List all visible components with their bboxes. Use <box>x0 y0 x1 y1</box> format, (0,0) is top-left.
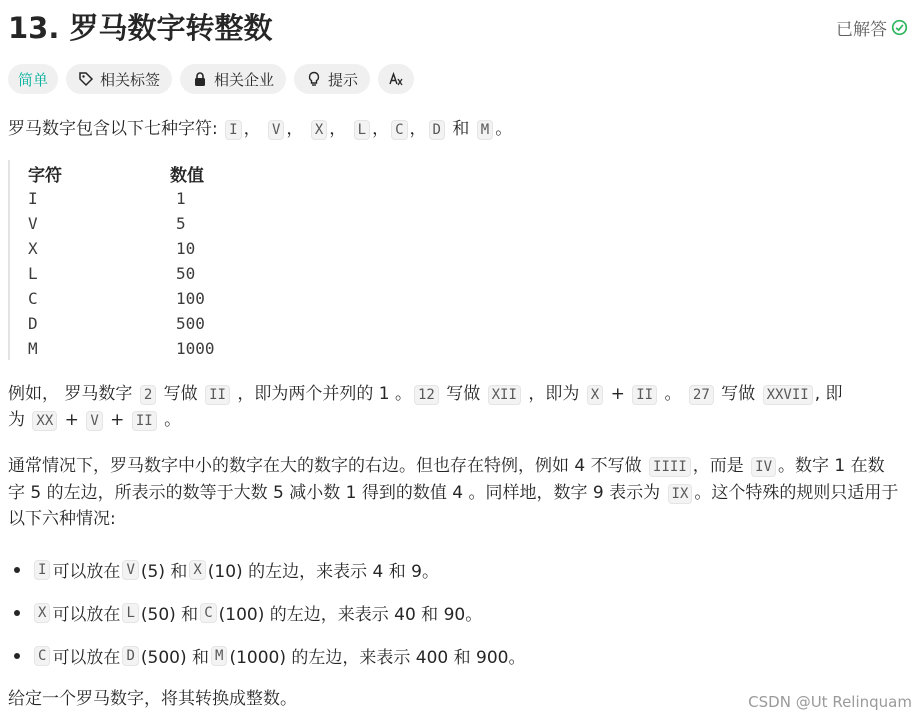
intro-text: 罗马数字包含以下七种字符: <box>8 119 224 139</box>
difficulty-label: 简单 <box>18 70 49 89</box>
check-circle-icon <box>891 19 908 36</box>
code: II <box>205 385 230 405</box>
code: II <box>132 411 157 431</box>
text: + <box>59 410 85 430</box>
code: 2 <box>140 385 156 405</box>
text: 。这个特殊的规则只适用于 <box>694 483 899 503</box>
sep: ， <box>286 119 309 139</box>
text: + <box>605 384 631 404</box>
sep: ， <box>329 119 352 139</box>
cell-symbol: L <box>28 264 38 283</box>
code: C <box>34 646 50 666</box>
header-symbol: 字符 <box>28 165 62 186</box>
cell-symbol: V <box>28 214 38 233</box>
code: XXVII <box>763 385 813 405</box>
cell-symbol: C <box>28 289 38 308</box>
code: D <box>122 646 138 666</box>
code: IIII <box>649 457 691 477</box>
example-paragraph-cont <box>8 407 181 435</box>
code-L: L <box>354 120 370 140</box>
lock-icon <box>192 71 208 87</box>
code: II <box>632 385 657 405</box>
cell-value: 100 <box>176 289 205 308</box>
translate-button[interactable] <box>378 64 414 94</box>
code: IV <box>751 457 776 477</box>
table-row <box>28 236 215 261</box>
table-row <box>28 211 215 236</box>
code-X: X <box>311 120 327 140</box>
text: 。 <box>659 384 687 404</box>
text: 字 5 的左边，所表示的数等于大数 5 减小数 1 得到的数值 4 。同样地，数字 9 表示为 <box>8 483 666 503</box>
table-row <box>28 186 215 211</box>
code: C <box>200 603 216 623</box>
hint-button[interactable] <box>294 64 370 94</box>
rules-line-2 <box>8 480 898 508</box>
closing-paragraph: 给定一个罗马数字，将其转换成整数。 <box>8 689 297 709</box>
code: V <box>122 560 138 580</box>
related-tags-button[interactable] <box>66 64 172 94</box>
cell-value: 1000 <box>176 339 215 358</box>
text: 。 <box>158 410 182 430</box>
bullet-dot <box>14 653 20 659</box>
list-item <box>8 591 525 634</box>
sep: 和 <box>446 119 475 139</box>
table-row <box>28 311 215 336</box>
text: (10) 的左边，来表示 4 和 9。 <box>207 562 439 582</box>
code: X <box>34 603 50 623</box>
cell-symbol: I <box>28 189 38 208</box>
text: 写做 <box>715 384 761 404</box>
code-I: I <box>225 120 241 140</box>
text: 为 <box>8 410 31 430</box>
watermark: CSDN @Ut Relinquam <box>748 693 912 711</box>
code-C: C <box>391 120 407 140</box>
intro-paragraph <box>8 116 512 144</box>
tag-icon <box>78 71 94 87</box>
rule-list <box>8 548 525 677</box>
sep: ， <box>372 119 390 139</box>
related-tags-label: 相关标签 <box>100 70 161 89</box>
text: + <box>104 410 130 430</box>
text: 写做 <box>158 384 204 404</box>
rules-line-1 <box>8 453 885 481</box>
code: I <box>34 560 50 580</box>
cell-value: 10 <box>176 239 196 258</box>
text: 。数字 1 在数 <box>778 456 885 476</box>
text: (100) 的左边，来表示 40 和 90。 <box>218 605 483 625</box>
cell-value: 50 <box>176 264 196 283</box>
header-value: 数值 <box>170 165 204 186</box>
text: 可以放在 <box>52 648 121 668</box>
code: M <box>211 646 227 666</box>
translate-icon <box>388 71 404 87</box>
related-companies-label: 相关企业 <box>214 70 275 89</box>
code: IX <box>668 484 693 504</box>
cell-symbol: D <box>28 314 38 333</box>
code: XX <box>32 411 57 431</box>
text: 可以放在 <box>52 605 121 625</box>
code: X <box>587 385 603 405</box>
code-M: M <box>477 120 493 140</box>
code: V <box>86 411 102 431</box>
cell-symbol: X <box>28 239 38 258</box>
list-item <box>8 634 525 677</box>
cell-symbol: M <box>28 339 38 358</box>
text: (500) 和 <box>140 648 209 668</box>
code: X <box>189 560 205 580</box>
difficulty-tag <box>8 64 58 94</box>
text: ，即为两个并列的 1 。 <box>231 384 412 404</box>
cell-value: 1 <box>176 189 186 208</box>
text: , 即 <box>814 384 843 404</box>
solved-label: 已解答 <box>836 20 887 40</box>
table-header <box>28 160 215 186</box>
code: 12 <box>414 385 439 405</box>
related-companies-button[interactable] <box>180 64 286 94</box>
text: ，而是 <box>692 456 750 476</box>
example-paragraph <box>8 381 843 409</box>
rules-line-3: 以下六种情况: <box>8 509 116 529</box>
code: 27 <box>689 385 714 405</box>
sep: ， <box>409 119 427 139</box>
list-item <box>8 548 525 591</box>
sep: ， <box>243 119 266 139</box>
lightbulb-icon <box>306 71 322 87</box>
code-V: V <box>268 120 284 140</box>
text: (50) 和 <box>140 605 199 625</box>
hint-label: 提示 <box>328 70 359 89</box>
code-D: D <box>429 120 445 140</box>
symbol-value-table <box>8 160 215 360</box>
text: (5) 和 <box>140 562 188 582</box>
tag-bar <box>8 64 414 94</box>
code: XII <box>488 385 521 405</box>
cell-value: 500 <box>176 314 205 333</box>
text: 写做 <box>440 384 486 404</box>
problem-title: 13. 罗马数字转整数 <box>8 11 273 45</box>
text: 可以放在 <box>52 562 121 582</box>
sep: 。 <box>495 119 513 139</box>
bullet-dot <box>14 610 20 616</box>
text: 例如， 罗马数字 <box>8 384 138 404</box>
text: 通常情况下，罗马数字中小的数字在大的数字的右边。但也存在特例，例如 4 不写做 <box>8 456 648 476</box>
text: (1000) 的左边，来表示 400 和 900。 <box>229 648 526 668</box>
solved-status <box>836 15 908 40</box>
table-row <box>28 336 215 361</box>
table-row <box>28 261 215 286</box>
text: ，即为 <box>522 384 585 404</box>
bullet-dot <box>14 567 20 573</box>
code: L <box>122 603 138 623</box>
cell-value: 5 <box>176 214 186 233</box>
table-row <box>28 286 215 311</box>
